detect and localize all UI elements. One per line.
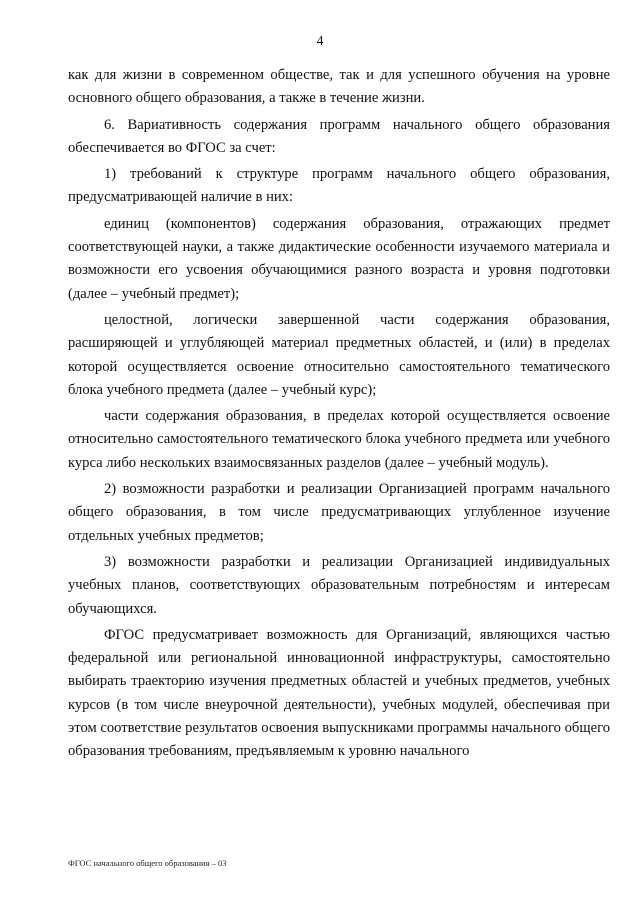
page-number: 4	[316, 34, 324, 49]
paragraph-subitem-2: 2) возможности разработки и реализации Организацией программ начального общего образования, в том числе предусматривающих углубленное изучение отдельных учебных предметов;	[68, 481, 610, 544]
paragraph-definition-course: целостной, логически завершенной части содержания образования, расширяющей и углубляющей материал предметных областей, и (или) в пределах которой осуществляется освоение относительно самостоятельного тематического блока учебного предмета (далее – учебный курс);	[68, 311, 610, 398]
paragraph-subitem-1: 1) требований к структуре программ начального общего образования, предусматривающей наличие в них:	[68, 166, 610, 206]
paragraph-subitem-3: 3) возможности разработки и реализации Организацией индивидуальных учебных планов, соответствующих образовательным потребностям и интересам обучающихся.	[68, 553, 610, 617]
paragraph-item-6: 6. Вариативность содержания программ начального общего образования обеспечивается во ФГОС за счет:	[68, 116, 610, 156]
paragraph-continuation: как для жизни в современном обществе, так и для успешного обучения на уровне основного общего образования, а также в течение жизни.	[68, 67, 610, 107]
paragraph-fgos-option: ФГОС предусматривает возможность для Организаций, являющихся частью федеральной или региональной инновационной инфраструктуры, самостоятельно выбирать траекторию изучения предметных областей и учебных предметов, учебных курсов (в том числе внеурочной деятельности), учебных модулей, обеспечивая при этом соответствие результатов освоения выпускниками программы начального общего образования требованиям, предъявляемым к уровню начального	[68, 626, 610, 760]
paragraph-definition-subject: единиц (компонентов) содержания образования, отражающих предмет соответствующей науки, а также дидактические особенности изучаемого материала и возможности его усвоения обучающимися разного возраста и уровня подготовки (далее – учебный предмет);	[68, 215, 610, 302]
page-footer: ФГОС начального общего образования – 03	[68, 858, 227, 868]
document-body	[68, 64, 610, 767]
paragraph-definition-module: части содержания образования, в пределах которой осуществляется освоение относительно самостоятельного тематического блока учебного предмета или учебного курса либо нескольких взаимосвязанных разделов (далее – учебный модуль).	[68, 408, 610, 471]
